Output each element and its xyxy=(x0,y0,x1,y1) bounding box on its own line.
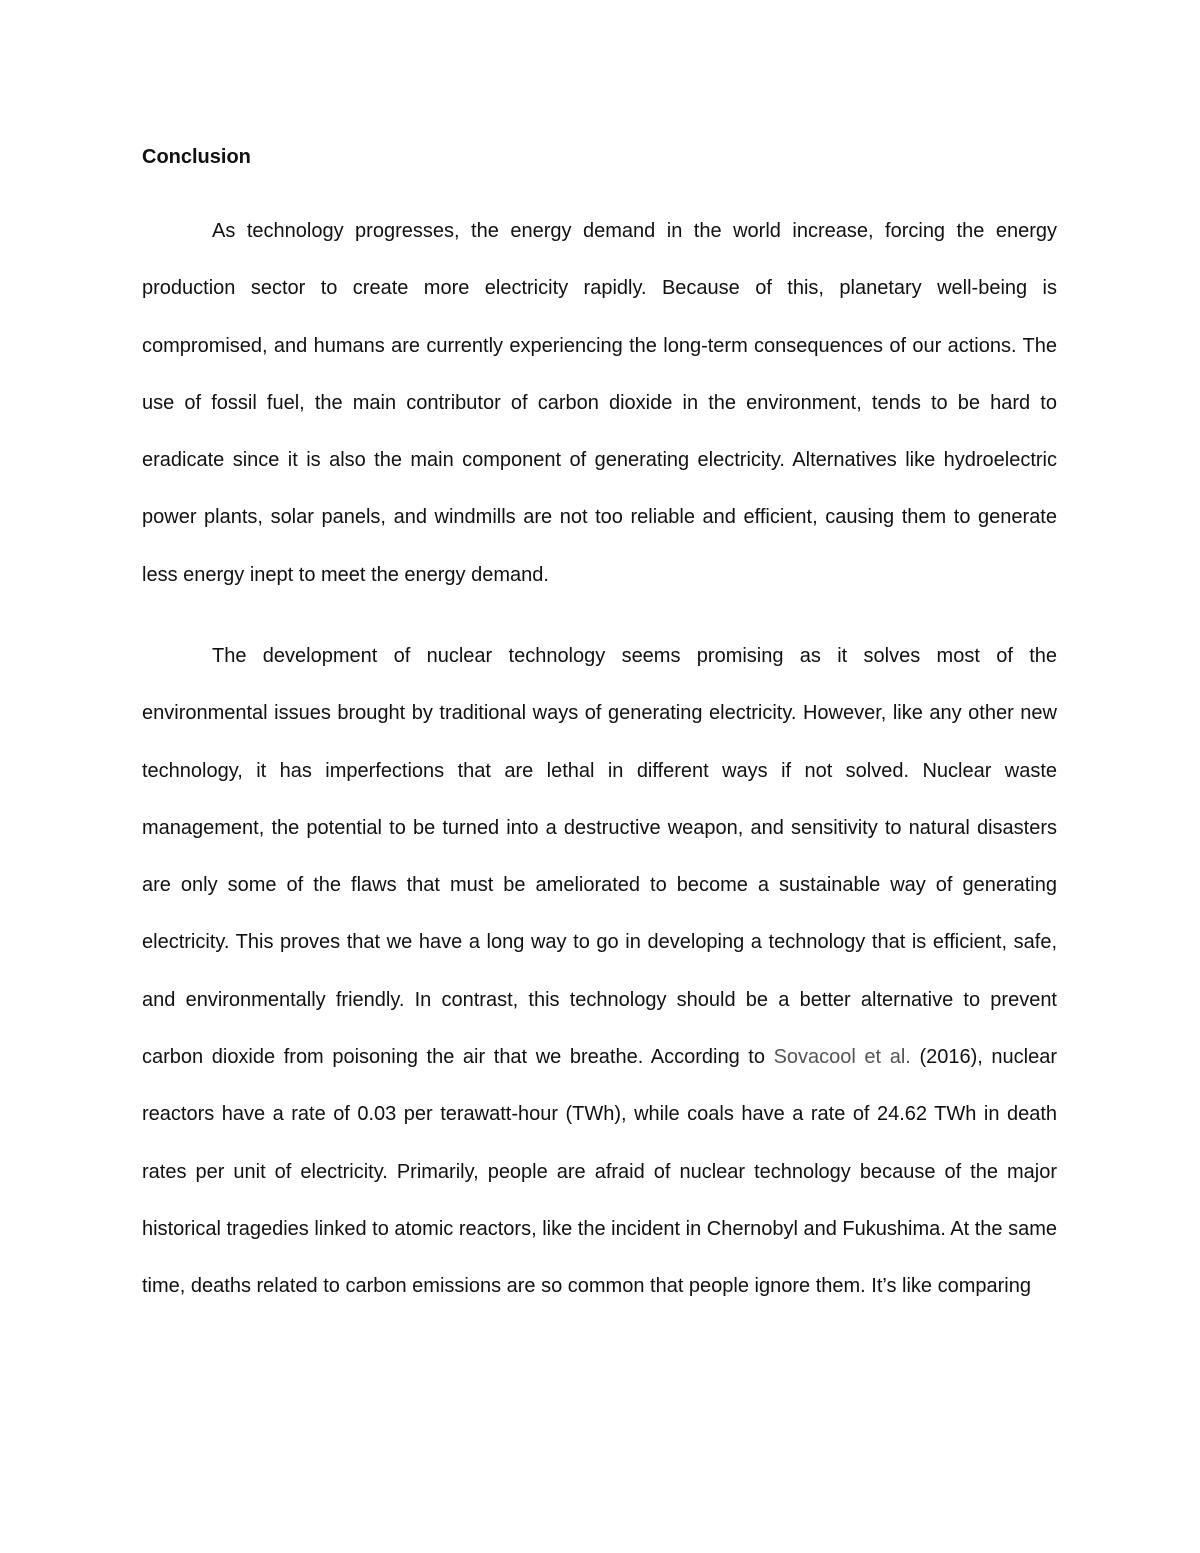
paragraph-2 xyxy=(142,628,1057,1316)
paragraph-2-text-before-citation: The development of nuclear technology seems promising as it solves most of the environmental issues brought by traditional ways of generating electricity. However, like any other new technology, it has imperfections that are lethal in different ways if not solved. Nuclear waste management, the potential to be turned into a destructive weapon, and sensitivity to natural disasters are only some of the flaws that must be ameliorated to become a sustainable way of generating electricity. This proves that we have a long way to go in developing a technology that is efficient, safe, and environmentally friendly. In contrast, this technology should be a better alternative to prevent carbon dioxide from poisoning the air that we breathe. According to xyxy=(142,645,1057,1069)
paragraph-2-container xyxy=(142,628,1057,1316)
paragraph-2-text-after-citation: (2016), nuclear reactors have a rate of 0.03 per terawatt-hour (TWh), while coals have a rate of 24.62 TWh in death rates per unit of electricity. Primarily, people are afraid of nuclear technology because of the major historical tragedies linked to atomic reactors, like the incident in Chernobyl and Fukushima. At the same time, deaths related to carbon emissions are so common that people ignore them. It’s like comparing xyxy=(142,1046,1057,1298)
paragraph-1: As technology progresses, the energy demand in the world increase, forcing the energy production sector to create more electricity rapidly. Because of this, planetary well-being is compromised, and humans are currently experiencing the long-term consequences of our actions. The use of fossil fuel, the main contributor of carbon dioxide in the environment, tends to be hard to eradicate since it is also the main component of generating electricity. Alternatives like hydroelectric power plants, solar panels, and windmills are not too reliable and efficient, causing them to generate less energy inept to meet the energy demand. xyxy=(142,220,1057,586)
citation-link[interactable]: Sovacool et al. xyxy=(773,1046,911,1069)
paragraph-1-container xyxy=(142,203,1057,604)
section-heading: Conclusion xyxy=(142,146,251,168)
